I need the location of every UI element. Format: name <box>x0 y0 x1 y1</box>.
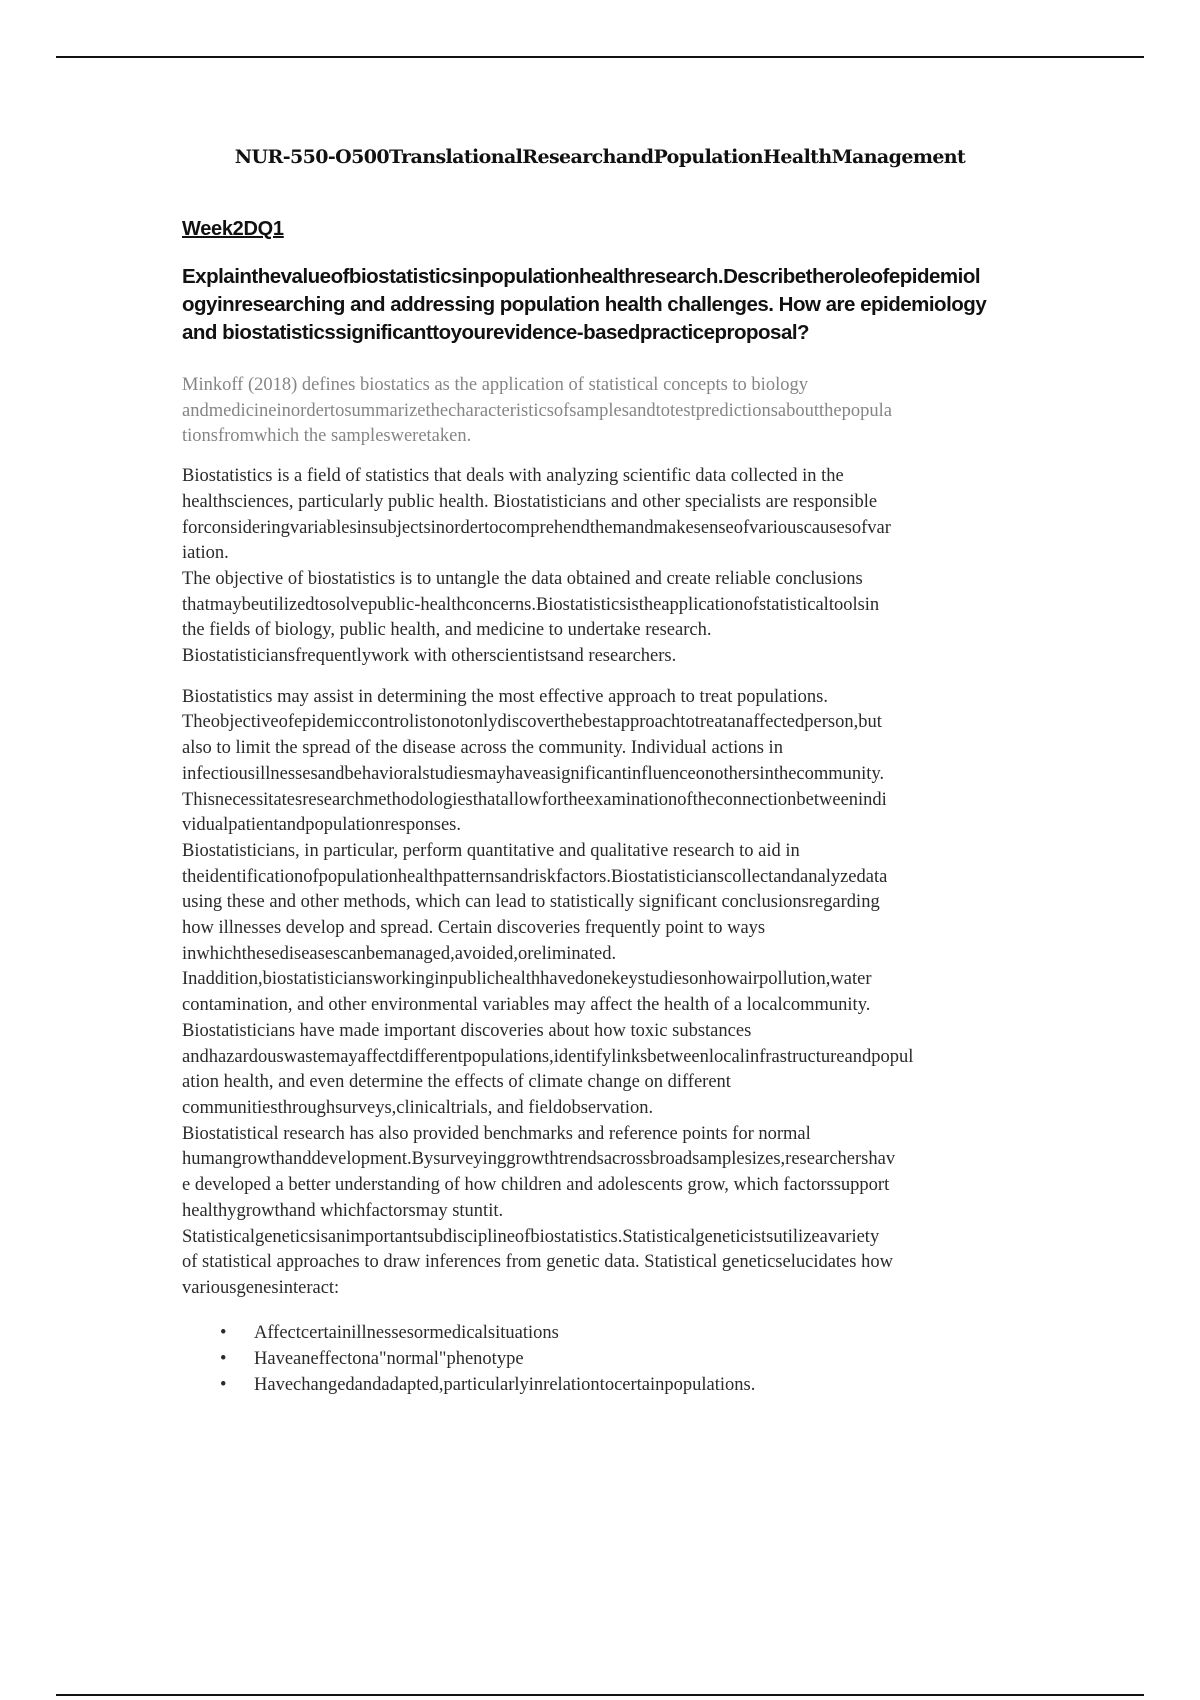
intro-paragraph <box>182 373 1082 450</box>
body-line: thatmaybeutilizedtosolvepublic-healthconcerns.Biostatisticsistheapplicationofstatisticaltoolsin <box>182 594 880 615</box>
body-line: using these and other methods, which can lead to statistically significant conclusionsregarding <box>182 892 880 913</box>
body-line: Biostatistical research has also provided benchmarks and reference points for normal <box>182 1123 811 1144</box>
intro-line: tionsfromwhich the samplesweretaken. <box>182 426 472 447</box>
body-line: inwhichthesediseasescanbemanaged,avoided,oreliminated. <box>182 943 617 964</box>
week-heading: Week2DQ1 <box>182 218 284 240</box>
list-item-text: Haveaneffectona"normal"phenotype <box>254 1348 524 1369</box>
body-line: The objective of biostatistics is to untangle the data obtained and create reliable conclusions <box>182 568 863 589</box>
body-line: e developed a better understanding of how children and adolescents grow, which factorssupport <box>182 1175 890 1196</box>
body-line: andhazardouswastemayaffectdifferentpopulations,identifylinksbetweenlocalinfrastructureandpopul <box>182 1046 914 1067</box>
body-line: how illnesses develop and spread. Certain discoveries frequently point to ways <box>182 918 766 939</box>
list-item <box>182 1372 1082 1398</box>
genes-bullet-list <box>182 1320 1082 1398</box>
body-line: forconsideringvariablesinsubjectsinordertocomprehendthemandmakesenseofvariouscausesofvar <box>182 517 891 538</box>
body-line: iation. <box>182 543 229 564</box>
body-line: ation health, and even determine the effects of climate change on different <box>182 1072 731 1093</box>
body-line: healthygrowthand whichfactorsmay stuntit. <box>182 1200 504 1221</box>
body-line: Biostatistics may assist in determining the most effective approach to treat populations. <box>182 686 828 707</box>
body-line: vidualpatientandpopulationresponses. <box>182 815 461 836</box>
bullet-icon: • <box>220 1348 227 1369</box>
body-line: infectiousillnessesandbehavioralstudiesmayhaveasignificantinfluenceonothersinthecommunity. <box>182 763 885 784</box>
header-rule <box>56 56 1144 58</box>
intro-line: Minkoff (2018) defines biostatics as the application of statistical concepts to biology <box>182 375 808 395</box>
body-line: Biostatisticians, in particular, perform quantitative and qualitative research to aid in <box>182 840 800 861</box>
body-line: Biostatistics is a field of statistics that deals with analyzing scientific data collected in the <box>182 466 844 487</box>
body-line: theidentificationofpopulationhealthpatternsandriskfactors.Biostatisticianscollectandanalyzedata <box>182 866 888 887</box>
body-line: humangrowthanddevelopment.Bysurveyinggrowthtrendsacrossbroadsamplesizes,researchershav <box>182 1149 896 1170</box>
section-1-paragraph <box>182 464 1082 670</box>
body-line: also to limit the spread of the disease across the community. Individual actions in <box>182 738 783 759</box>
bullet-icon: • <box>220 1322 227 1343</box>
prompt-line: Explainthevalueofbiostatisticsinpopulationhealthresearch.Describetheroleofepidemiol <box>182 265 981 288</box>
document-body <box>182 218 1082 1398</box>
prompt-line: and biostatisticssignificanttoyourevidence-basedpracticeproposal? <box>182 321 810 344</box>
body-line: Biostatisticiansfrequentlywork with otherscientistsand researchers. <box>182 646 677 667</box>
body-line: the fields of biology, public health, and medicine to undertake research. <box>182 620 712 641</box>
body-line: Biostatisticians have made important discoveries about how toxic substances <box>182 1020 752 1041</box>
list-item-text: Havechangedandadapted,particularlyinrelationtocertainpopulations. <box>254 1374 756 1395</box>
body-line: of statistical approaches to draw inferences from genetic data. Statistical geneticselucidates how <box>182 1252 893 1273</box>
body-line: Inaddition,biostatisticiansworkinginpublichealthhavedonekeystudiesonhowairpollution,water <box>182 969 872 990</box>
prompt-line: ogyinresearching and addressing population health challenges. How are epidemiology <box>182 293 987 316</box>
section-2-paragraph <box>182 685 1082 1302</box>
intro-line: andmedicineinordertosummarizethecharacteristicsofsamplesandtotestpredictionsaboutthepopula <box>182 400 892 421</box>
footer-rule <box>56 1694 1144 1696</box>
discussion-prompt <box>182 263 1082 347</box>
body-line: healthsciences, particularly public health. Biostatisticians and other specialists are responsible <box>182 491 878 512</box>
list-item <box>182 1346 1082 1372</box>
body-line: Thisnecessitatesresearchmethodologiesthatallowfortheexaminationoftheconnectionbetweenindi <box>182 789 887 810</box>
list-item-text: Affectcertainillnessesormedicalsituations <box>254 1322 559 1343</box>
body-line: contamination, and other environmental variables may affect the health of a localcommunity. <box>182 995 871 1016</box>
body-line: communitiesthroughsurveys,clinicaltrials, and fieldobservation. <box>182 1097 654 1118</box>
course-title: NUR-550-O500TranslationalResearchandPopulationHealthManagement <box>234 146 966 168</box>
body-line: variousgenesinteract: <box>182 1277 340 1298</box>
body-line: Statisticalgeneticsisanimportantsubdisciplineofbiostatistics.Statisticalgeneticistsutilizeavariety <box>182 1226 880 1247</box>
list-item <box>182 1320 1082 1346</box>
bullet-icon: • <box>220 1374 227 1395</box>
body-line: Theobjectiveofepidemiccontrolistonotonlydiscoverthebestapproachtotreatanaffectedperson,but <box>182 712 882 733</box>
